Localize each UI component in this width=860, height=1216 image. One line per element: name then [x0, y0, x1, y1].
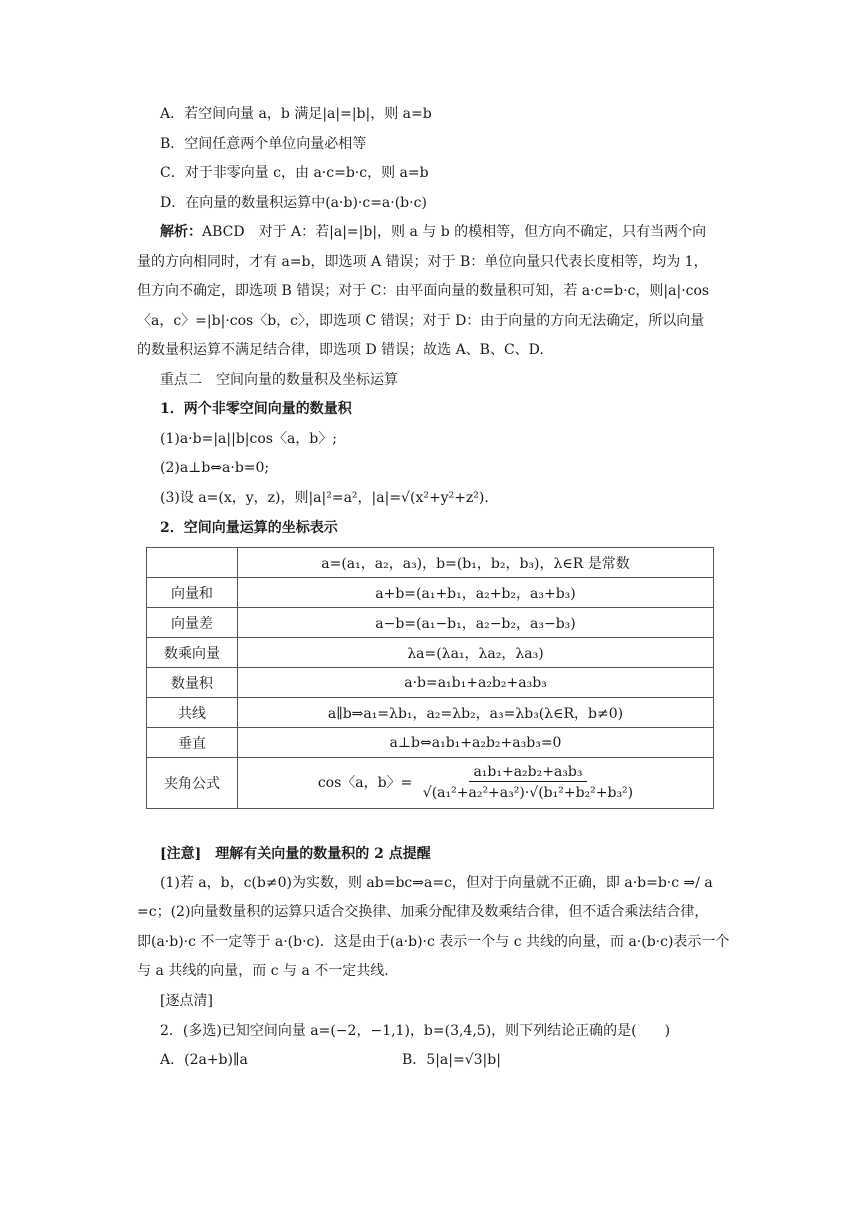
drill-label: [逐点清] — [160, 993, 213, 1009]
analysis-line-1: 解析：ABCD 对于 A：若|a|=|b|，则 a 与 b 的模相等，但方向不确定，只有当两个向 — [160, 224, 707, 240]
fraction-denominator: √(a₁²+a₂²+a₃²)·√(b₁²+b₂²+b₃²) — [422, 785, 634, 801]
row-formula: λa=(λa₁，λa₂，λa₃) — [238, 638, 714, 668]
row-name: 数量积 — [147, 668, 238, 698]
table-row — [147, 638, 714, 668]
row-formula: a−b=(a₁−b₁，a₂−b₂，a₃−b₃) — [238, 608, 714, 638]
row-name: 夹角公式 — [147, 758, 238, 809]
section-title: 重点二 空间向量的数量积及坐标运算 — [160, 372, 398, 388]
row-name: 共线 — [147, 698, 238, 728]
analysis-label: 解析： — [160, 224, 202, 240]
drill-option-b: B．5|a|=√3|b| — [402, 1052, 501, 1068]
table-header-row — [147, 548, 714, 578]
row-name: 垂直 — [147, 728, 238, 758]
table-row — [147, 698, 714, 728]
analysis-line-4: 〈a，c〉=|b|·cos〈b，c〉，即选项 C 错误；对于 D：由于向量的方向无法确定，所以向量 — [137, 313, 705, 329]
note-line-2: =c；(2)向量数量积的运算只适合交换律、加乘分配律及数乘结合律，但不适合乘法结合律， — [137, 904, 709, 920]
subsection-2-title: 2．空间向量运算的坐标表示 — [160, 520, 338, 536]
table-header-cell: a=(a₁，a₂，a₃)，b=(b₁，b₂，b₃)，λ∈R 是常数 — [238, 548, 714, 578]
row-name: 向量差 — [147, 608, 238, 638]
sub1-item-3: (3)设 a=(x，y，z)，则|a|²=a²，|a|=√(x²+y²+z²). — [160, 490, 489, 506]
coordinate-table — [146, 547, 714, 809]
option-c: C．对于非零向量 c，由 a·c=b·c，则 a=b — [160, 165, 429, 181]
row-name: 向量和 — [147, 578, 238, 608]
option-d: D．在向量的数量积运算中(a·b)·c=a·(b·c) — [160, 195, 427, 211]
note-label: [注意] 理解有关向量的数量积的 2 点提醒 — [160, 846, 431, 862]
analysis-line-5: 的数量积运算不满足结合律，即选项 D 错误；故选 A、B、C、D. — [137, 342, 544, 358]
row-formula: a·b=a₁b₁+a₂b₂+a₃b₃ — [238, 668, 714, 698]
table-row — [147, 668, 714, 698]
row-name: 数乘向量 — [147, 638, 238, 668]
option-b: B．空间任意两个单位向量必相等 — [160, 136, 367, 152]
sub1-item-1: (1)a·b=|a||b|cos〈a，b〉; — [160, 431, 337, 447]
row-formula: a+b=(a₁+b₁，a₂+b₂，a₃+b₃) — [238, 578, 714, 608]
table-row-angle — [147, 758, 714, 809]
sub1-item-2: (2)a⊥b⇔a·b=0; — [160, 460, 270, 476]
table-row — [147, 608, 714, 638]
row-formula: a∥b⇒a₁=λb₁，a₂=λb₂，a₃=λb₃(λ∈R，b≠0) — [238, 698, 714, 728]
note-line-1: (1)若 a，b，c(b≠0)为实数，则 ab=bc⇒a=c，但对于向量就不正确，即 a·b=b·c ⇒/ a — [160, 875, 713, 891]
fraction-numerator: a₁b₁+a₂b₂+a₃b₃ — [469, 764, 586, 782]
subsection-1-title: 1．两个非零空间向量的数量积 — [160, 401, 352, 417]
analysis-line-3: 但方向不确定，即选项 B 错误；对于 C：由平面向量的数量积可知，若 a·c=b·c，则|a|·cos — [137, 283, 710, 299]
row-formula: a⊥b⇔a₁b₁+a₂b₂+a₃b₃=0 — [238, 728, 714, 758]
angle-formula-cell — [238, 758, 714, 809]
table-corner-cell — [147, 548, 238, 578]
note-line-3: 即(a·b)·c 不一定等于 a·(b·c)．这是由于(a·b)·c 表示一个与 c 共线的向量，而 a·(b·c)表示一个 — [137, 934, 730, 950]
drill-option-a: A．(2a+b)∥a — [160, 1052, 248, 1068]
angle-fraction — [423, 764, 633, 802]
analysis-line-2: 量的方向相同时，才有 a=b，即选项 A 错误；对于 B：单位向量只代表长度相等，均为 1， — [137, 254, 708, 270]
table-row — [147, 578, 714, 608]
option-a: A．若空间向量 a，b 满足|a|=|b|，则 a=b — [160, 106, 432, 122]
drill-question: 2．(多选)已知空间向量 a=(−2，−1,1)，b=(3,4,5)，则下列结论正确的是( ) — [160, 1023, 671, 1039]
note-line-4: 与 a 共线的向量，而 c 与 a 不一定共线. — [137, 963, 389, 979]
angle-prefix: cos〈a，b〉= — [317, 775, 413, 791]
table-row — [147, 728, 714, 758]
